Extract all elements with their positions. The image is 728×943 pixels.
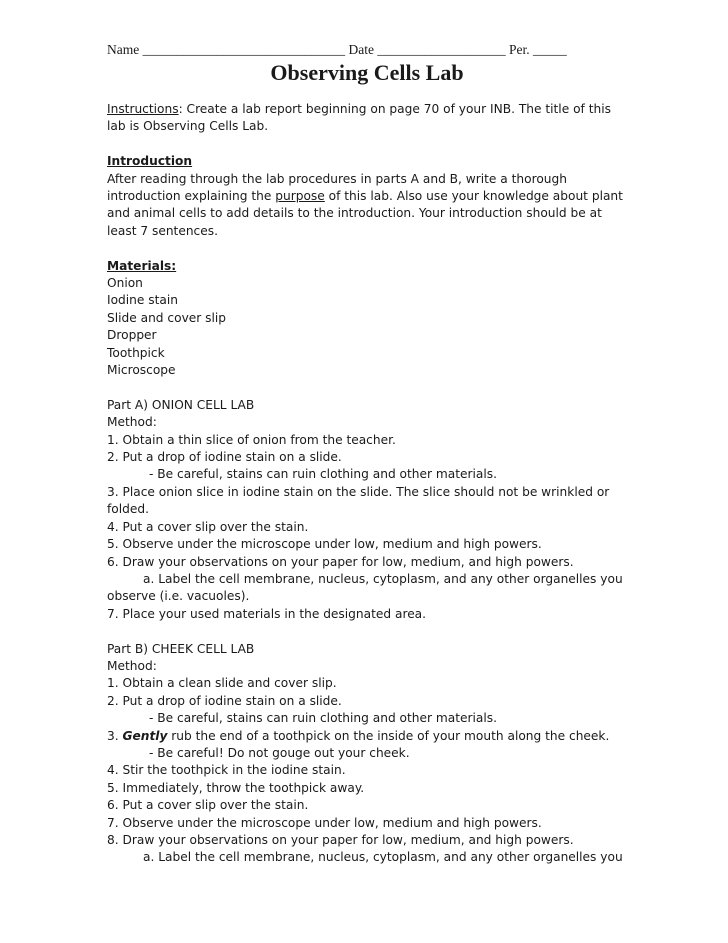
part-a-step: 5. Observe under the microscope under low, medium and high powers. [107,537,542,552]
part-a-step: 6. Draw your observations on your paper for low, medium, and high powers. [107,554,574,569]
part-b-step: 4. Stir the toothpick in the iodine stain. [107,763,346,778]
instructions-text: : Create a lab report beginning on page 70 of your INB. The title of this lab is Observing Cells Lab. [107,102,611,134]
period-blank: _____ [532,42,567,57]
materials-heading: Materials: [107,258,177,273]
part-b-step: 5. Immediately, throw the toothpick away. [107,780,365,795]
part-b-step-sub: a. Label the cell membrane, nucleus, cytoplasm, and any other organelles you [143,850,623,865]
document-page [107,40,627,867]
materials-item: Slide and cover slip [107,310,227,325]
part-b-method-label: Method: [107,658,157,673]
student-info-line [107,40,627,60]
introduction-heading: Introduction [107,154,193,169]
instructions-label: Instructions [107,102,179,116]
part-a-step: 3. Place onion slice in iodine stain on the slide. The slice should not be wrinkled or folded. [107,484,610,517]
instructions-paragraph [107,101,627,136]
part-b-step: 6. Put a cover slip over the stain. [107,798,309,813]
part-a-method-label: Method: [107,415,157,430]
name-blank: ______________________________ [142,42,346,57]
part-a-step: 1. Obtain a thin slice of onion from the teacher. [107,432,396,447]
date-blank: ___________________ [377,42,506,57]
part-a-step: 4. Put a cover slip over the stain. [107,519,309,534]
part-b-step: 8. Draw your observations on your paper for low, medium, and high powers. [107,833,574,847]
materials-item: Onion [107,276,143,291]
page-title: Observing Cells Lab [270,60,464,85]
introduction-paragraph: After reading through the lab procedures in parts A and B, write a thorough introduction explaining the purpose of this lab. Also use your knowledge about plant and animal cells to add details to the introduction. Your introduction should be at least 7 sentences. [107,171,623,238]
part-a-step-sub: a. Label the cell membrane, nucleus, cytoplasm, and any other organelles you [143,571,623,586]
materials-item: Microscope [107,363,176,378]
date-label: Date [348,42,374,57]
purpose-word: purpose [275,189,325,204]
materials-item: Toothpick [107,345,165,360]
part-b-step-note: - Be careful! Do not gouge out your cheek. [149,745,410,760]
part-a-step: 2. Put a drop of iodine stain on a slide. [107,450,342,465]
part-a-step-note: - Be careful, stains can ruin clothing and other materials. [149,467,497,482]
materials-item: Iodine stain [107,293,178,308]
part-a-step-sub-cont: observe (i.e. vacuoles). [107,589,250,604]
period-label: Per. [508,42,530,57]
materials-item: Dropper [107,328,157,343]
part-b-title: Part B) CHEEK CELL LAB [107,641,255,656]
part-a-title: Part A) ONION CELL LAB [107,397,255,412]
part-b-step: 1. Obtain a clean slide and cover slip. [107,676,337,691]
part-b-step: 7. Observe under the microscope under low, medium and high powers. [107,815,542,830]
name-label: Name [107,42,140,57]
part-b-step-note: - Be careful, stains can ruin clothing and other materials. [149,711,497,726]
part-b-step: 2. Put a drop of iodine stain on a slide. [107,693,342,708]
gently-emphasis: Gently [122,728,168,743]
part-a-step: 7. Place your used materials in the designated area. [107,606,427,621]
part-b-step: 3. Gently rub the end of a toothpick on the inside of your mouth along the cheek. [107,728,610,743]
